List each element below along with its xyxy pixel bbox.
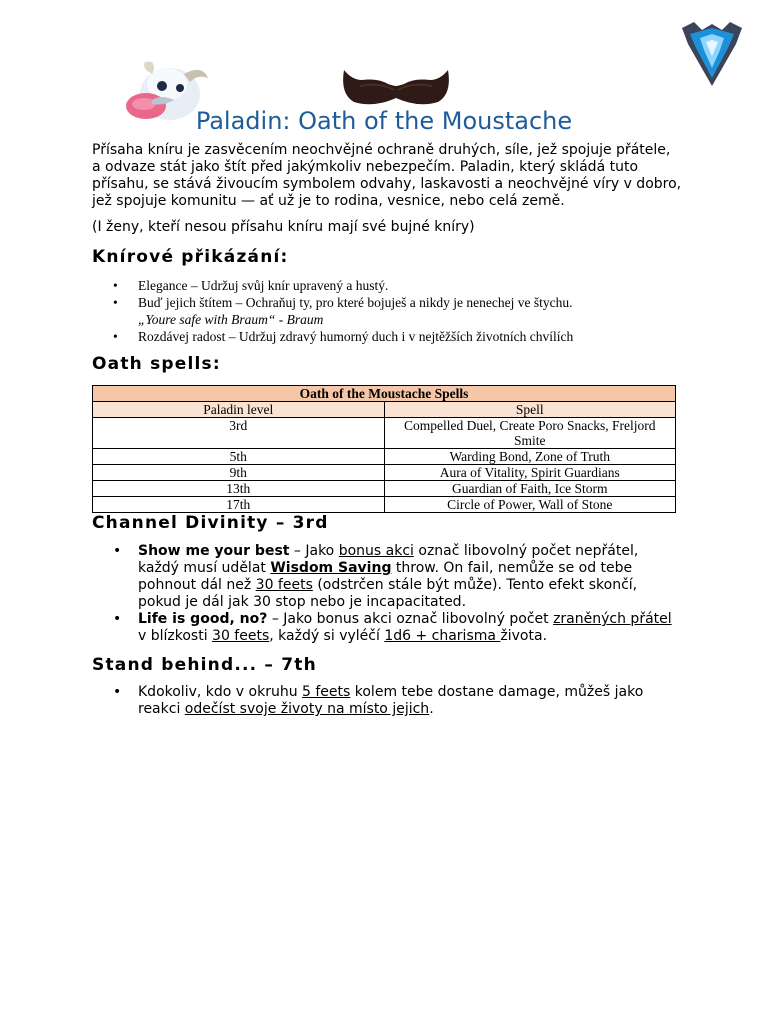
ability-term: bonus akci [338,543,414,559]
ability-text: kolem tebe dostane damage, můžeš jako reakci [138,684,644,717]
list-item [113,294,713,328]
bullet-glyph: • [113,684,122,700]
note-paragraph: (I ženy, kteří nesou přísahu kníru mají své bujné kníry) [92,219,475,235]
spell-cell: Compelled Duel, Create Poro Snacks, Freljord Smite [384,418,676,449]
ability-text: označ libovolný počet nepřátel, každý musí udělat [138,543,639,576]
stand-list [113,684,673,718]
stand-heading: Stand behind... – 7th [92,655,317,675]
list-item [113,328,713,345]
ability-name: Show me your best [138,543,290,559]
level-cell: 5th [93,449,385,465]
spells-heading: Oath spells: [92,354,221,374]
commandments-heading: Knírové přikázání: [92,247,289,267]
ability-text: – Jako bonus akci označ libovolný počet [267,611,554,627]
list-item [113,684,673,718]
table-row [93,481,676,497]
table-row [93,418,676,449]
ability-term: 30 feets [212,628,270,644]
spell-cell: Warding Bond, Zone of Truth [384,449,676,465]
table-row [93,449,676,465]
level-cell: 17th [93,497,385,513]
commandment-quote: „Youre safe with Braum“ - Braum [138,312,324,327]
ability-term: Wisdom Saving [270,560,392,576]
ability-name: Life is good, no? [138,611,268,627]
page-title: Paladin: Oath of the Moustache [195,107,573,135]
list-item [113,277,713,294]
column-header-spell: Spell [384,402,676,418]
ability-text: života. [500,628,548,644]
table-caption: Oath of the Moustache Spells [93,386,676,402]
commandment-text: Buď jejich štítem – Ochraňuj ty, pro které bojuješ a nikdy je nenechej ve štychu. [138,295,573,310]
ability-text: . [429,701,434,717]
freljord-crest-image [680,20,744,88]
ability-text: – Jako [289,543,339,559]
ability-text: v blízkosti [138,628,213,644]
ability-text: Kdokoliv, kdo v okruhu [138,684,303,700]
spells-table [92,385,676,513]
column-header-level: Paladin level [93,402,385,418]
level-cell: 3rd [93,418,385,449]
ability-term: 1d6 + charisma [384,628,501,644]
moustache-image [340,64,452,108]
table-row [93,497,676,513]
ability-term: odečíst svoje životy na místo jejich [184,701,430,717]
ability-text: (odstrčen stále být může). Tento efekt skončí, pokud je dál jak 30 stop nebo je incapacitated. [138,577,638,610]
list-item [113,611,673,645]
ability-term: zraněných přátel [553,611,672,627]
bullet-glyph: • [113,543,122,559]
ability-text: , každý si vyléčí [269,628,385,644]
commandment-text: Elegance – Udržuj svůj knír upravený a hustý. [138,278,389,293]
channel-heading: Channel Divinity – 3rd [92,513,329,533]
bullet-glyph: • [113,278,118,293]
spell-cell: Aura of Vitality, Spirit Guardians [384,465,676,481]
table-row [93,465,676,481]
spell-cell: Guardian of Faith, Ice Storm [384,481,676,497]
ability-term: 30 feets [255,577,313,593]
level-cell: 9th [93,465,385,481]
ability-term: 5 feets [302,684,351,700]
channel-list [113,543,673,645]
bullet-glyph: • [113,329,118,344]
commandments-list [113,277,713,345]
intro-paragraph: Přísaha kníru je zasvěcením neochvějné ochraně druhých, síle, jež spojuje přátele, a odvaze stát jako štít před jakýmkoliv nebezpečím. Paladin, který skládá tuto přísahu, se stává živoucím symbolem odvahy, laskavosti a neochvějné víry v dobro, jež spojuje komunitu — ať už je to rodina, vesnice, nebo celá země. [92,142,682,209]
level-cell: 13th [93,481,385,497]
spell-cell: Circle of Power, Wall of Stone [384,497,676,513]
bullet-glyph: • [113,295,118,310]
ability-text: throw. On fail, nemůže se od tebe pohnout dál než [138,560,633,593]
list-item [113,543,673,611]
commandment-text: Rozdávej radost – Udržuj zdravý humorný duch i v nejtěžších životních chvílích [138,329,574,344]
bullet-glyph: • [113,611,122,627]
